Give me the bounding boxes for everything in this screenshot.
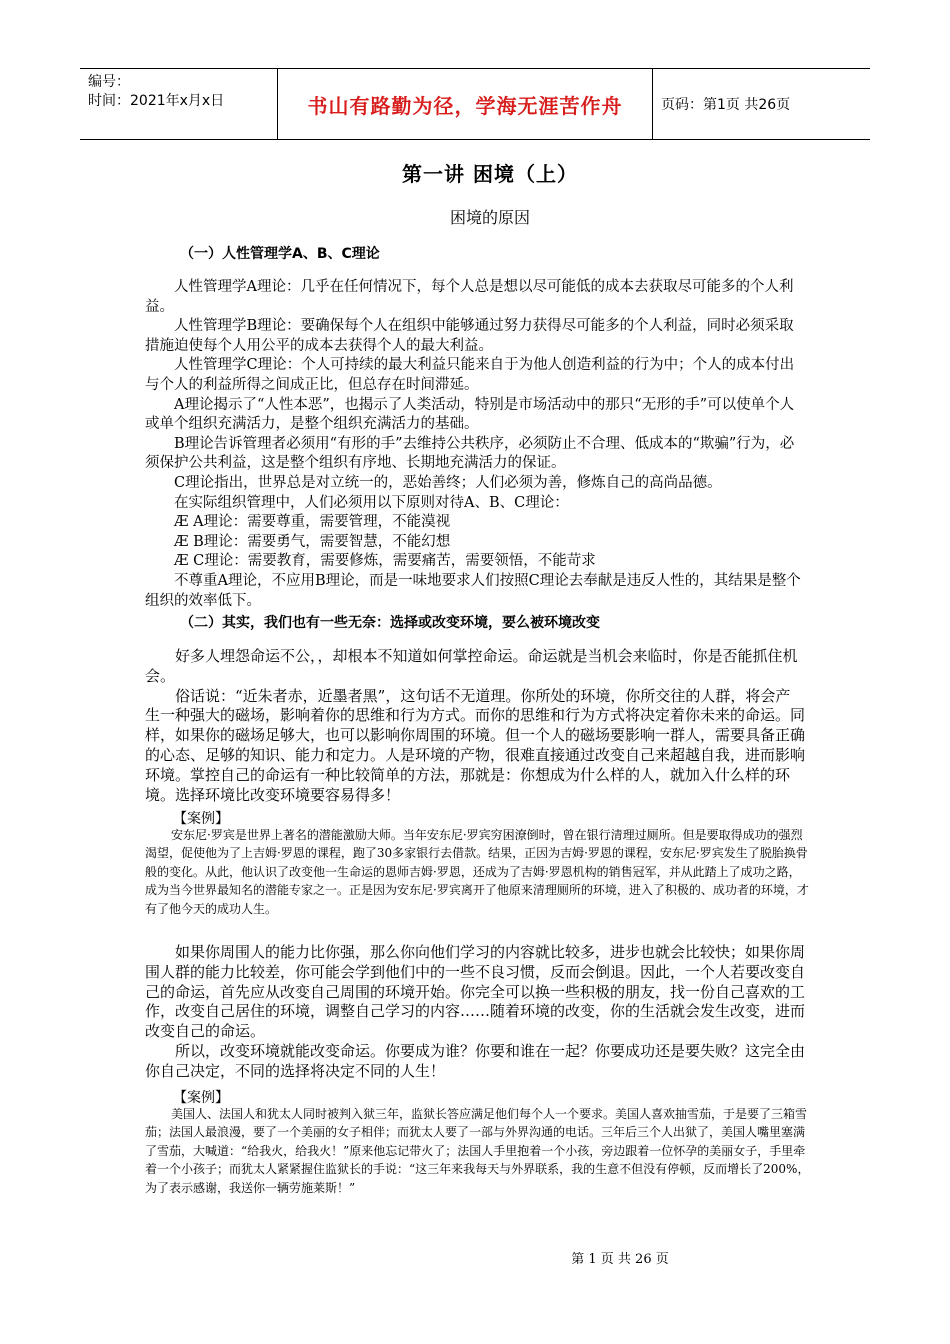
- case-text: 美国人、法国人和犹太人同时被判入狱三年，监狱长答应满足他们每个人一个要求。美国人喜欢抽雪茄，于是要了三箱雪茄；法国人最浪漫，要了一个美丽的女子相伴；而犹太人要了一部与外界沟通的电话。三年后三个人出狱了，美国人嘴里塞满了雪茄，大喊道：“给我火，给我火！”原来他忘记带火了；法国人手里抱着一个小孩，旁边跟着一位怀孕的美丽女子，手里牵着一个小孩子；而犹太人紧紧握住监狱长的手说：“这三年来我每天与外界联系，我的生意不但没有停顿，反而增长了200%，为了表示感谢，我送你一辆劳施莱斯！”: [145, 1107, 810, 1195]
- case-2: [145, 1105, 810, 1197]
- case-label: 【案例】: [173, 811, 229, 827]
- page-footer: 第 1 页 共 26 页: [571, 1252, 669, 1267]
- motto-text: 书山有路勤为径，学海无涯苦作舟: [307, 93, 623, 118]
- list-item: Æ A理论：需要尊重，需要管理，不能漠视: [174, 514, 451, 531]
- paragraph: 不尊重A理论，不应用B理论，而是一味地要求人们按照C理论去奉献是违反人性的，其结果是整个组织的效率低下。: [145, 572, 801, 609]
- time-label: 时间：2021年x月x日: [88, 93, 225, 109]
- paragraph: 人性管理学C理论：个人可持续的最大利益只能来自于为他人创造利益的行为中；个人的成本付出与个人的利益所得之间成正比，但总存在时间滞延。: [145, 357, 795, 393]
- section-2-body-b: [145, 943, 805, 1082]
- paragraph: 好多人埋怨命运不公，，却根本不知道如何掌控命运。命运就是当机会来临时，你是否能抓住机会。: [145, 647, 798, 685]
- lecture-title: 第一讲 困境（上）: [402, 162, 578, 186]
- section-2-body-a: [145, 647, 805, 805]
- header-table: [80, 68, 870, 140]
- paragraph: C理论指出，世界总是对立统一的，恶始善终；人们必须为善，修炼自己的高尚品德。: [174, 474, 722, 491]
- paragraph: 在实际组织管理中，人们必须用以下原则对待A、B、C理论：: [174, 494, 569, 511]
- page-info: 页码：第1页 共26页: [661, 97, 791, 113]
- paragraph: 人性管理学A理论：几乎在任何情况下，每个人总是想以尽可能低的成本去获取尽可能多的个人利益。: [145, 279, 794, 315]
- section-2-heading: （二）其实，我们也有一些无奈：选择或改变环境，要么被环境改变: [180, 615, 600, 631]
- section-1-body: [145, 278, 805, 611]
- paragraph: 人性管理学B理论：要确保每个人在组织中能够通过努力获得尽可能多的个人利益，同时必须采取措施迫使每个人用公平的成本去获得个人的最大利益。: [145, 318, 794, 354]
- paragraph: 所以，改变环境就能改变命运。你要成为谁？你要和谁在一起？你要成功还是要失败？这完全由你自己决定，不同的选择将决定不同的人生！: [145, 1041, 806, 1080]
- paragraph: A理论揭示了“人性本恶”，也揭示了人类活动，特别是市场活动中的那只“无形的手”可以使单个人或单个组织充满活力，是整个组织充满活力的基础。: [145, 396, 795, 433]
- paragraph: 如果你周围人的能力比你强，那么你向他们学习的内容就比较多，进步也就会比较快；如果你周围人群的能力比较差，你可能会学到他们中的一些不良习惯，反而会倒退。因此，一个人若要改变自己的命运，首先应从改变自己周围的环境开始。你完全可以换一些积极的朋友，找一份自己喜欢的工作，改变自己居住的环境，调整自己学习的内容……随着环境的改变，你的生活就会发生改变，进而改变自己的命运。: [145, 943, 806, 1041]
- section-1-heading: （一）人性管理学A、B、C理论: [180, 246, 380, 262]
- list-item: Æ B理论：需要勇气，需要智慧，不能幻想: [174, 533, 451, 550]
- list-item: Æ C理论：需要教育，需要修炼，需要痛苦，需要领悟，不能苛求: [174, 553, 596, 570]
- lecture-subtitle: 困境的原因: [449, 208, 530, 227]
- paragraph: 俗话说：“近朱者赤，近墨者黑”，这句话不无道理。你所处的环境，你所交往的人群，将会产生一种强大的磁场，影响着你的思维和行为方式。而你的思维和行为方式将决定着你未来的命运。同样，如果你的磁场足够大，也可以影响你周围的环境。但一个人的磁场要影响一群人，需要具备正确的心态、足够的知识、能力和定力。人是环境的产物，很难直接通过改变自己来超越自我，进而影响环境。掌控自己的命运有一种比较简单的方法，那就是：你想成为什么样的人，就加入什么样的环境。选择环境比改变环境要容易得多！: [145, 686, 806, 804]
- paragraph: B理论告诉管理者必须用“有形的手”去维持公共秩序，必须防止不合理、低成本的“欺骗”行为，必须保护公共利益，这是整个组织有序地、长期地充满活力的保证。: [145, 435, 795, 472]
- header-motto-cell: [278, 69, 653, 139]
- case-label: 【案例】: [173, 1090, 229, 1106]
- case-text: 安东尼·罗宾是世界上著名的潜能激励大师。当年安东尼·罗宾穷困潦倒时，曾在银行清理过厕所。但是要取得成功的强烈渴望，促使他为了上吉姆·罗恩的课程，跑了30多家银行去借款。结果，正因为吉姆·罗恩的课程，安东尼·罗宾发生了脱胎换骨般的变化。从此，他认识了改变他一生命运的恩师吉姆·罗恩，还成为了吉姆·罗恩机构的销售冠军，并从此踏上了成功之路，成为当今世界最知名的潜能专家之一。正是因为安东尼·罗宾离开了他原来清理厕所的环境，进入了积极的、成功者的环境，才有了他今天的成功人生。: [145, 828, 809, 916]
- header-meta: [80, 69, 278, 139]
- case-1: [145, 826, 810, 918]
- number-label: 编号：: [88, 74, 130, 90]
